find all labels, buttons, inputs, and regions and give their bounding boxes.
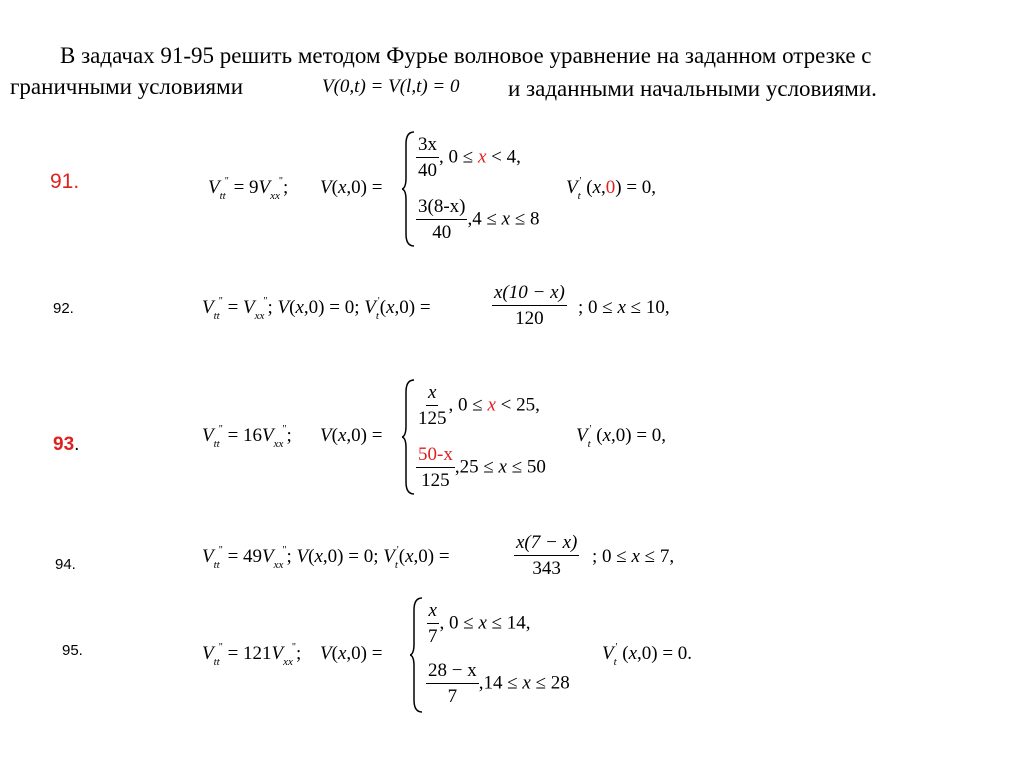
problem-95-initial-lhs: V(x,0) = bbox=[320, 643, 383, 664]
problem-92-number: 92. bbox=[53, 300, 74, 317]
problem-95-velocity: $V_t'$ (x,0) = 0. bbox=[602, 642, 693, 668]
problem-93-piece-1-den: 125 bbox=[418, 408, 447, 429]
problem-95-equation: $V_{tt}^" = 121V_{xx}^"$; bbox=[202, 642, 302, 668]
problem-94-fraction bbox=[514, 532, 579, 580]
problem-95-piece-2-num: 28 − x bbox=[426, 660, 479, 684]
problem-91-brace bbox=[402, 130, 416, 248]
problem-93-equation: $V_{tt}^" = 16V_{xx}^"$; bbox=[202, 424, 292, 450]
problem-91-number: 91. bbox=[50, 170, 80, 193]
problem-94-equation: $V_{tt}^" = 49V_{xx}^"$; V(x,0) = 0; $V_t'(x,0)$ = bbox=[202, 545, 450, 571]
problem-95-piece-2-den: 7 bbox=[447, 686, 458, 707]
problem-95-number: 95. bbox=[62, 642, 83, 659]
problem-95-brace bbox=[410, 596, 424, 714]
problem-94-number: 94. bbox=[55, 556, 76, 573]
problem-93-piece-2: $\frac{50-x}{125}$ ,25 ≤ x ≤ 50 bbox=[418, 444, 546, 491]
intro-line-2-end: и заданными начальными условиями. bbox=[508, 76, 877, 101]
problem-91-initial-lhs: V(x,0) = bbox=[320, 177, 383, 198]
problem-91-piece-2-den: 40 bbox=[432, 222, 452, 243]
problem-95-piece-1-den: 7 bbox=[428, 626, 438, 647]
problem-93-piece-2-num: 50-x bbox=[416, 444, 455, 468]
problem-92-fraction bbox=[492, 282, 567, 330]
problem-92-equation: $V_{tt}^" = V_{xx}^"$; V(x,0) = 0; $V_t'(x,0)$ = bbox=[202, 296, 431, 322]
problem-91-piece-2: $\frac{3(8-x)}{40}$ ,4 ≤ x ≤ 8 bbox=[418, 196, 540, 243]
problem-95-piece-2: $\frac{28 - x}{7}$ ,14 ≤ x ≤ 28 bbox=[428, 660, 570, 707]
intro-line-1: В задачах 91-95 решить методом Фурье волновое уравнение на заданном отрезке с bbox=[60, 43, 872, 68]
problem-93-brace bbox=[402, 378, 416, 496]
problem-91-velocity: $V_t'$ (x,0) = 0, bbox=[566, 176, 657, 202]
problem-93-number: 93. bbox=[53, 434, 80, 455]
boundary-condition: V(0,t) = V(l,t) = 0 bbox=[322, 76, 460, 97]
problem-93-piece-1-num: x bbox=[426, 382, 438, 406]
problem-91-piece-1-den: 40 bbox=[418, 160, 437, 181]
problem-93-initial-lhs: V(x,0) = bbox=[320, 425, 383, 446]
problem-93-piece-2-den: 125 bbox=[421, 470, 450, 491]
problem-91-equation: $V_{tt}^" = 9V_{xx}^"$; bbox=[208, 176, 289, 202]
problem-94-range: ; 0 ≤ x ≤ 7, bbox=[592, 546, 675, 567]
problem-94-frac-num: x(7 − x) bbox=[514, 532, 579, 556]
problem-92-frac-num: x(10 − x) bbox=[492, 282, 567, 306]
problem-93-velocity: $V_t'$ (x,0) = 0, bbox=[576, 424, 667, 450]
problem-91-piece-1: $\frac{3x}{40}$ , 0 ≤ x < 4, bbox=[418, 134, 521, 181]
problem-92-frac-den: 120 bbox=[515, 308, 544, 329]
problem-92-range: ; 0 ≤ x ≤ 10, bbox=[578, 297, 670, 318]
problem-93-piece-1: $\frac{x}{125}$ , 0 ≤ x < 25, bbox=[418, 382, 540, 429]
problem-91-piece-2-num: 3(8-x) bbox=[416, 196, 467, 220]
problem-94-frac-den: 343 bbox=[532, 558, 561, 579]
problem-95-piece-1-num: x bbox=[427, 600, 439, 624]
problem-95-piece-1: $\frac{x}{7}$ , 0 ≤ x ≤ 14, bbox=[428, 600, 531, 647]
intro-line-2-start: граничными условиями bbox=[10, 74, 243, 99]
problem-91-piece-1-num: 3x bbox=[416, 134, 439, 158]
